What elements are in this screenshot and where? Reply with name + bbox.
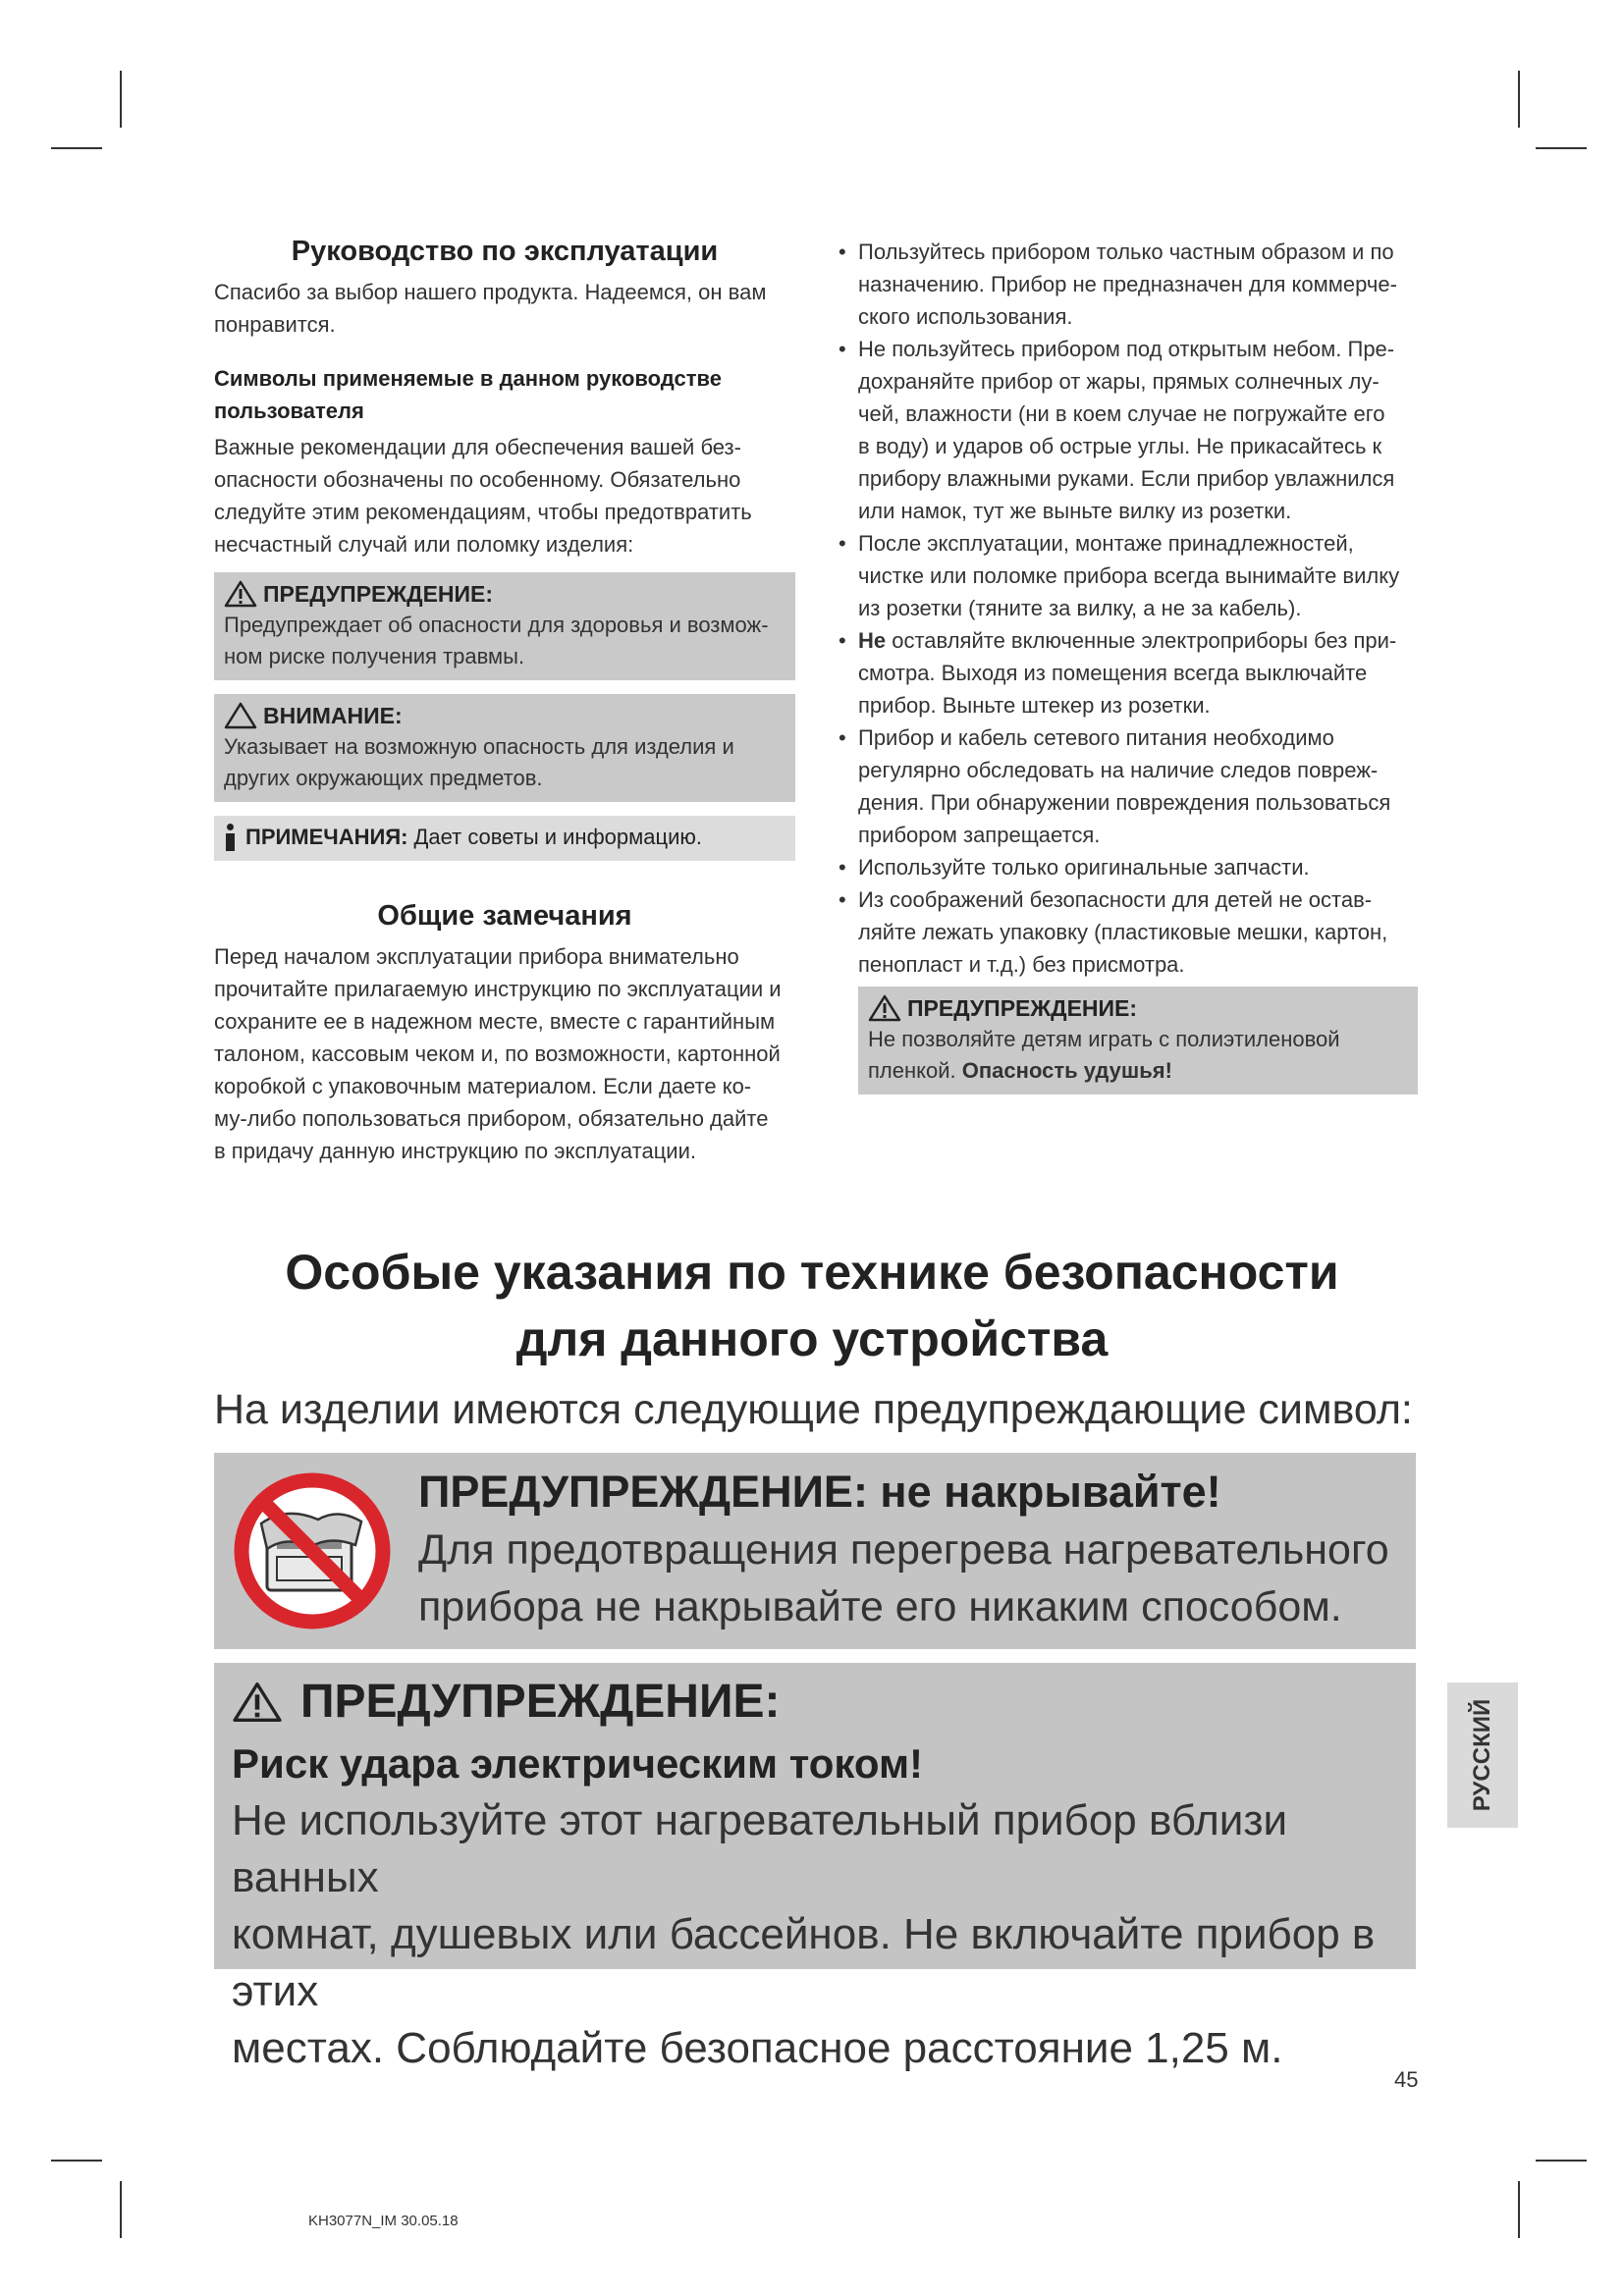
warning-title: ПРЕДУПРЕЖДЕНИЕ: bbox=[907, 995, 1138, 1021]
crop-mark bbox=[1536, 2160, 1587, 2162]
warning-triangle-icon bbox=[232, 1681, 283, 1724]
warning-triangle-icon bbox=[868, 994, 901, 1022]
crop-mark bbox=[1518, 71, 1520, 128]
special-title-line1: Особые указания по технике безопасности bbox=[285, 1245, 1339, 1300]
crop-mark bbox=[51, 2160, 102, 2162]
symbols-heading: Символы применяемые в данном руководстве пользователя bbox=[214, 366, 722, 423]
crop-mark bbox=[120, 2181, 122, 2238]
footer-code: KH3077N_IM 30.05.18 bbox=[308, 2213, 459, 2229]
info-icon bbox=[224, 824, 236, 851]
list-item: • Используйте только оригинальные запчасти. bbox=[837, 851, 1418, 883]
list-item: • После эксплуатации, монтаже принадлежностей, чистке или поломке прибора всегда вынимайте вилку из розетки (тяните за вилку, а не за кабель). bbox=[837, 527, 1418, 624]
list-item: • Пользуйтесь прибором только частным образом и по назначению. Прибор не предназначен для коммерче- ского использования. bbox=[837, 236, 1418, 333]
do-not-cover-text: Для предотвращения перегрева нагревательного прибора не накрывайте его никаким способом. bbox=[418, 1526, 1389, 1630]
intro-text: Спасибо за выбор нашего продукта. Надеемся, он вам понравится. bbox=[214, 280, 767, 337]
left-column bbox=[214, 232, 795, 1167]
warning-text: Предупреждает об опасности для здоровья и возмож- ном риске получения травмы. bbox=[224, 613, 769, 668]
special-subtitle: На изделии имеются следующие предупреждающие символ: bbox=[214, 1386, 1413, 1433]
symbols-text: Важные рекомендации для обеспечения вашей без- опасности обозначены по особенному. Обязательно следуйте этим рекомендациям, чтобы предотвратить несчастный случай или поломку изделия: bbox=[214, 435, 752, 557]
special-title-line2: для данного устройства bbox=[515, 1311, 1109, 1366]
warning-box bbox=[214, 572, 795, 680]
crop-mark bbox=[1536, 147, 1587, 149]
note-box bbox=[214, 816, 795, 861]
caution-text: Указывает на возможную опасность для изделия и других окружающих предметов. bbox=[224, 734, 734, 790]
electric-shock-title: ПРЕДУПРЕЖДЕНИЕ: bbox=[300, 1676, 781, 1728]
manual-title: Руководство по эксплуатации bbox=[291, 236, 719, 267]
list-item: • Прибор и кабель сетевого питания необходимо регулярно обследовать на наличие следов повреж- дения. При обнаружении повреждения пользоваться прибором запрещается. bbox=[837, 721, 1418, 851]
list-item: • Не оставляйте включенные электроприборы без при- смотра. Выходя из помещения всегда выключайте прибор. Выньте штекер из розетки. bbox=[837, 624, 1418, 721]
do-not-cover-icon bbox=[228, 1467, 397, 1635]
warning-title: ПРЕДУПРЕЖДЕНИЕ: bbox=[263, 581, 494, 607]
warning-triangle-icon bbox=[224, 580, 257, 608]
language-tab: РУССКИЙ bbox=[1447, 1682, 1518, 1828]
list-item: • Не пользуйтесь прибором под открытым небом. Пре- дохраняйте прибор от жары, прямых солнечных лу- чей, влажности (ни в коем случае не погружайте его в воду) и ударов об острые углы. Не прикасайтесь к прибору влажными руками. Если прибор увлажнился или намок, тут же выньте вилку из розетки. bbox=[837, 333, 1418, 527]
electric-shock-text: Не используйте этот нагревательный прибор вблизи ванных комнат, душевых или бассейнов. Не включайте прибор в этих местах. Соблюдайте безопасное расстояние 1,25 м. bbox=[232, 1796, 1376, 2072]
bullet-bold-word: Не bbox=[858, 628, 887, 653]
electric-shock-box bbox=[214, 1663, 1416, 2072]
general-text: Перед началом эксплуатации прибора внимательно прочитайте прилагаемую инструкцию по эксплуатации и сохраните ее в надежном месте, вместе с гарантийным талоном, кассовым чеком и, по возможности, картонной коробкой с упаковочным материалом. Если даете ко- му-либо попользоваться прибором, обязательно дайте в придачу данную инструкцию по эксплуатации. bbox=[214, 944, 782, 1163]
right-column bbox=[837, 236, 1418, 1095]
crop-mark bbox=[51, 147, 102, 149]
do-not-cover-title: ПРЕДУПРЕЖДЕНИЕ: не накрывайте! bbox=[418, 1467, 1221, 1517]
note-text: Дает советы и информацию. bbox=[413, 825, 703, 849]
warning-box-children bbox=[858, 987, 1418, 1095]
note-label: ПРИМЕЧАНИЯ: bbox=[245, 825, 408, 849]
electric-shock-subtitle: Риск удара электрическим током! bbox=[232, 1740, 924, 1787]
caution-title: ВНИМАНИЕ: bbox=[263, 703, 403, 728]
crop-mark bbox=[1518, 2181, 1520, 2238]
warning-text: Не позволяйте детям играть с полиэтиленовой пленкой. Опасность удушья! bbox=[868, 1027, 1340, 1083]
safety-list bbox=[837, 236, 1418, 981]
caution-box bbox=[214, 694, 795, 802]
do-not-cover-box bbox=[214, 1453, 1416, 1649]
page-number: 45 bbox=[1394, 2067, 1419, 2092]
crop-mark bbox=[120, 71, 122, 128]
list-item: • Из соображений безопасности для детей не остав- ляйте лежать упаковку (пластиковые мешки, картон, пенопласт и т.д.) без присмотра. bbox=[837, 883, 1418, 981]
general-title: Общие замечания bbox=[377, 900, 632, 932]
caution-triangle-icon bbox=[224, 702, 257, 729]
warning-emphasis: Опасность удушья! bbox=[961, 1058, 1172, 1083]
